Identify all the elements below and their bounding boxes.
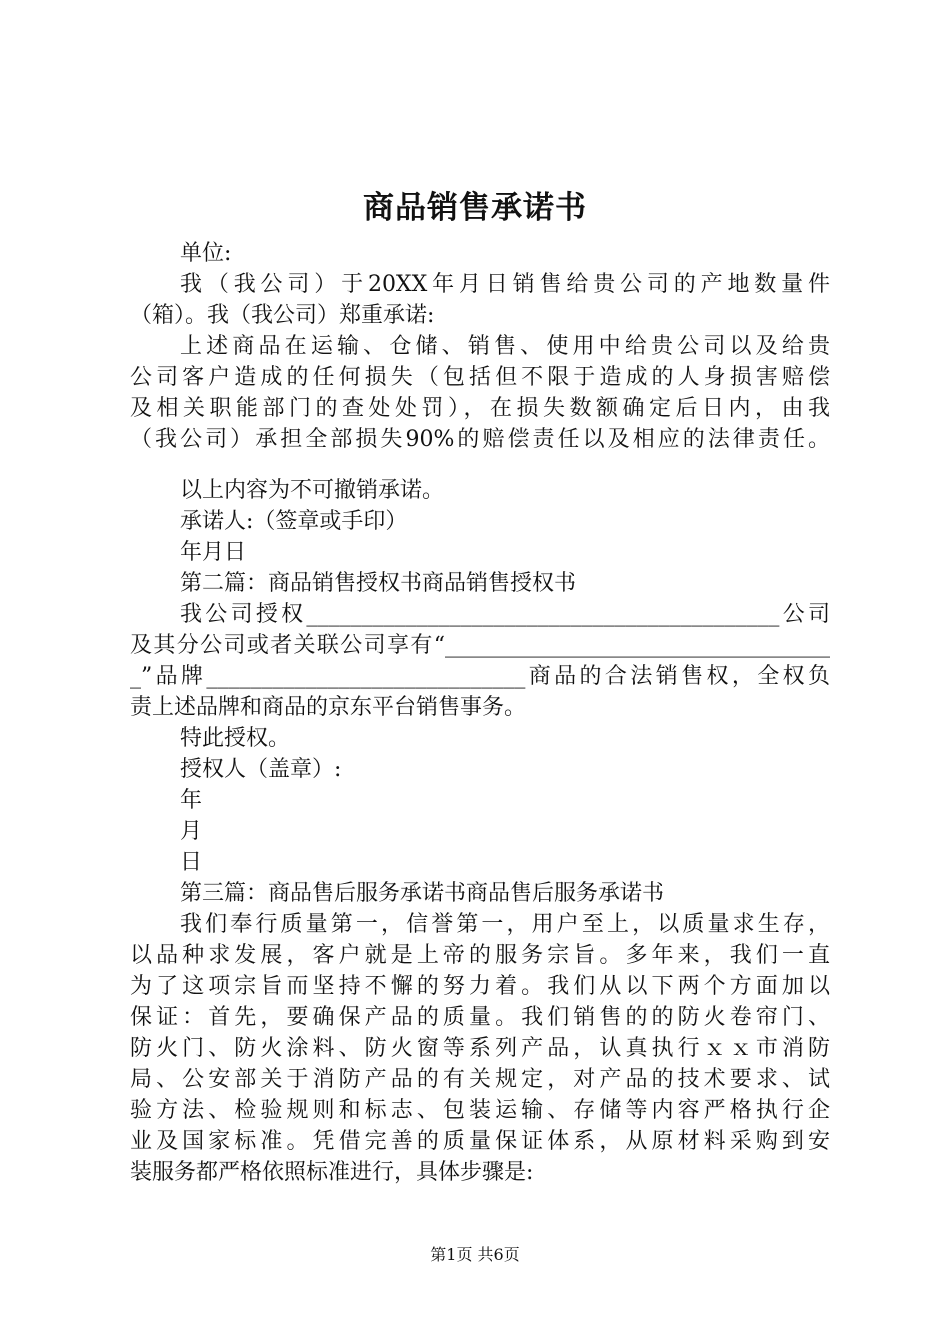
- text-line: 防火门、防火涂料、防火窗等系列产品，认真执行ｘｘ市消防: [130, 1036, 830, 1061]
- text-line: 保证：首先，要确保产品的质量。我们销售的的防火卷帘门、: [130, 1005, 830, 1030]
- text-line: 我公司授权___________________________________________公司: [180, 602, 830, 627]
- page-footer: 第1页 共6页: [430, 1245, 520, 1264]
- text-line: 及其分公司或者关联公司享有“___________________________________: [130, 633, 830, 658]
- text-line: 承诺人:（签章或手印）: [180, 509, 408, 534]
- text-line: 年: [180, 788, 203, 813]
- text-line: _”品牌_____________________________商品的合法销售权，全权负: [130, 664, 830, 689]
- document-title: 商品销售承诺书: [363, 190, 587, 226]
- text-line: 以品种求发展，客户就是上帝的服务宗旨。多年来，我们一直: [130, 943, 830, 968]
- text-line: 装服务都严格依照标准进行，具体步骤是:: [130, 1160, 534, 1185]
- text-line: 验方法、检验规则和标志、包装运输、存储等内容严格执行企: [130, 1098, 830, 1123]
- text-line: 我（我公司）于20XX年月日销售给贵公司的产地数量件: [180, 272, 830, 297]
- text-line: 年月日: [180, 540, 247, 565]
- text-line: （箱）。我（我公司）郑重承诺:: [130, 303, 435, 328]
- paragraph-gap: [130, 455, 830, 475]
- text-line: 以上内容为不可撤销承诺。: [180, 478, 445, 503]
- text-line: 上述商品在运输、仓储、销售、使用中给贵公司以及给贵: [180, 334, 830, 359]
- text-line: 单位:: [180, 241, 232, 266]
- text-line: 责上述品牌和商品的京东平台销售事务。: [130, 695, 527, 720]
- text-line: 日: [180, 850, 203, 875]
- text-line: 特此授权。: [180, 726, 291, 751]
- text-line: 月: [180, 819, 203, 844]
- text-line: 我们奉行质量第一，信誉第一，用户至上，以质量求生存，: [180, 912, 830, 937]
- section-heading: 第二篇：商品销售授权书商品销售授权书: [180, 571, 577, 596]
- text-line: 局、公安部关于消防产品的有关规定，对产品的技术要求、试: [130, 1067, 830, 1092]
- text-line: 为了这项宗旨而坚持不懈的努力着。我们从以下两个方面加以: [130, 974, 830, 999]
- text-line: 及相关职能部门的查处处罚），在损失数额确定后日内，由我: [130, 396, 830, 421]
- text-line: （我公司）承担全部损失90%的赔偿责任以及相应的法律责任。: [130, 427, 830, 452]
- text-line: 公司客户造成的任何损失（包括但不限于造成的人身损害赔偿: [130, 365, 830, 390]
- text-line: 业及国家标准。凭借完善的质量保证体系，从原材料采购到安: [130, 1129, 830, 1154]
- document-body: [130, 238, 830, 1188]
- text-line: 授权人（盖章）:: [180, 757, 342, 782]
- section-heading: 第三篇：商品售后服务承诺书商品售后服务承诺书: [180, 881, 665, 906]
